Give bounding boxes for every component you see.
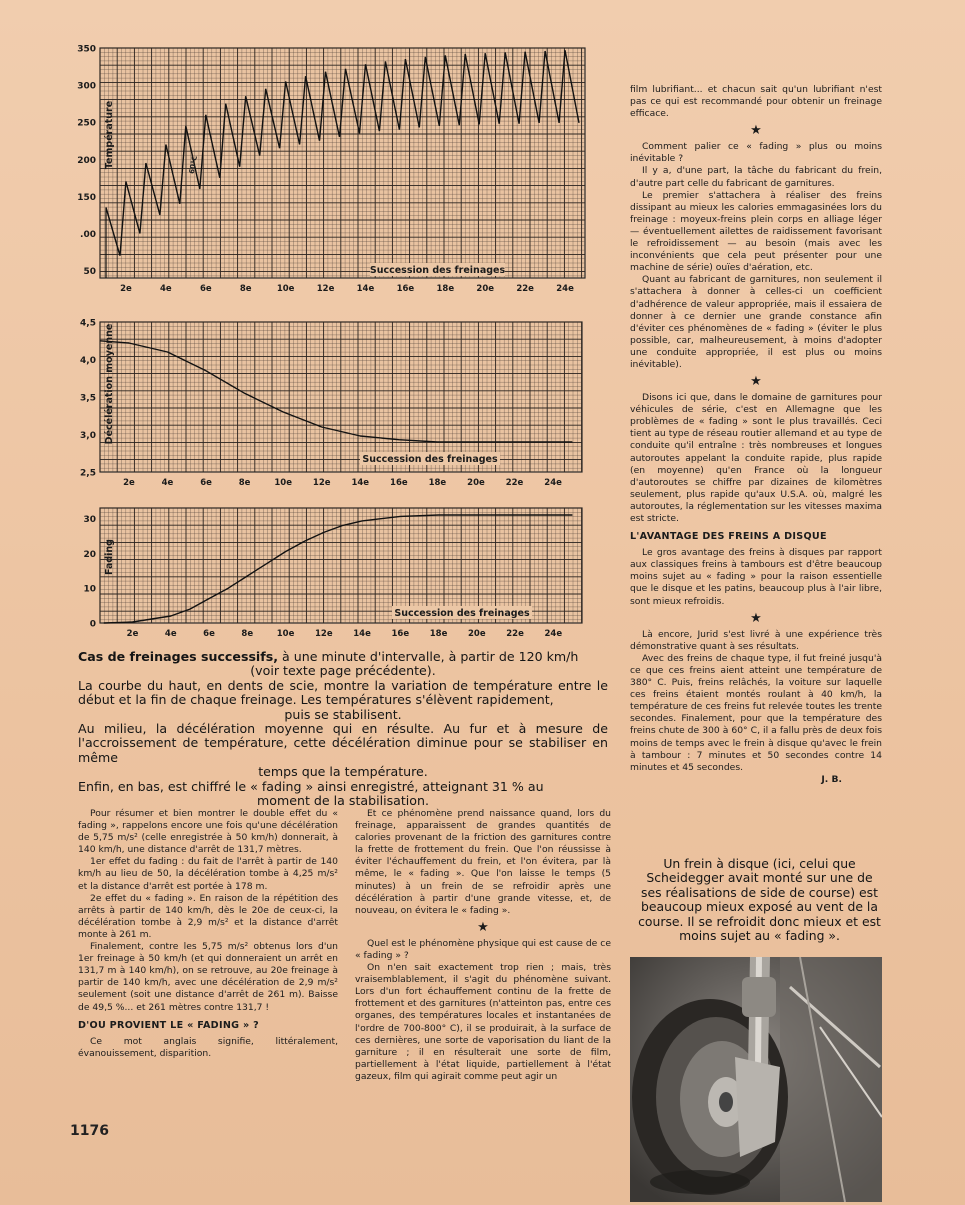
star-separator: ★ (750, 610, 762, 626)
x-tick-label: 22e (505, 478, 524, 488)
x-tick-label: 16e (390, 478, 408, 488)
y-tick-label: 3,0 (80, 431, 96, 441)
disc-brake-photo (630, 957, 882, 1202)
caption-p3: Au milieu, la décélération moyenne qui en résulte. Au fur et à mesure de l'accroissement de température, cette décélération diminue pour se stabiliser en même (78, 721, 608, 765)
y-tick-label: 50 (83, 267, 96, 278)
text-column-3 (630, 84, 882, 786)
x-tick-label: 4e (161, 478, 174, 488)
x-tick-label: 8e (238, 478, 251, 488)
x-tick-label: 12e (314, 629, 333, 639)
star-separator: ★ (750, 374, 762, 390)
caption-p2: La courbe du haut, en dents de scie, montre la variation de température entre le début et la fin de chaque freinage. Les températures s'élèvent rapidement, (78, 677, 608, 708)
y-axis-label: Décélération moyenne (104, 323, 115, 445)
caption-p4: Enfin, en bas, est chiffré le « fading » ainsi enregistré, atteignant 31 % au (78, 778, 544, 794)
star-separator: ★ (750, 123, 762, 139)
x-tick-label: 24e (544, 478, 562, 488)
col3-paragraph: Comment palier ce « fading » plus ou moins inévitable ? (630, 141, 882, 165)
y-tick-label: 0 (89, 619, 96, 630)
x-axis-label: Succession des freinages (369, 265, 506, 276)
col2-paragraph: Et ce phénomène prend naissance quand, lors du freinage, apparaissent de grandes quantités de calories provenant de la friction des garnitures contre la frette de frottement du frein. Que l'on réussisse à éviter l'échauffement du frein, et l'on évitera, par là même, le « fading ». Que l'on laisse le temps (5 minutes) à un frein de se refroidir après une décélération à partir d'une grande vitesse, et, de nouveau, on évitera le « fading ». (355, 808, 611, 916)
x-tick-label: 22e (516, 284, 534, 294)
y-tick-label: 30 (83, 514, 96, 525)
y-tick-label: 300 (77, 81, 96, 92)
x-axis-label: Succession des freinages (362, 454, 498, 465)
col3-paragraph: Le premier s'attachera à réaliser des freins dissipant au mieux les calories emmagasinées lors du freinage : moyeux-freins plein corps en alliage léger — éventuellement ailettes de raidissement favorisant le refroidissement — au besoin (mais avec les inconvénients que cela peut présenter pour une machine de série) ouïes d'aération, etc. (630, 189, 882, 274)
col2-paragraph: Quel est le phénomène physique qui est cause de ce « fading » ? (355, 937, 611, 961)
y-tick-label: 150 (77, 192, 96, 203)
annotation-label: 60°C (187, 154, 199, 175)
x-tick-label: 8e (239, 284, 252, 294)
x-axis-label: Succession des freinages (394, 608, 530, 619)
photo-caption: Un frein à disque (ici, celui que Scheidegger avait monté sur une de ses réalisations de side de course) est beaucoup mieux exposé au vent de la course. Il se refroidit donc mieux et est moins sujet au « fading ». (638, 856, 881, 944)
star-separator: ★ (477, 919, 489, 935)
col3-paragraph: film lubrifiant... et chacun sait qu'un lubrifiant n'est pas ce qui est recommandé pour obtenir un freinage efficace. (630, 84, 882, 120)
caption-line1: à une minute d'intervalle, à partir de 120 km/h (278, 649, 579, 664)
y-axis-label: Température (104, 100, 115, 170)
caption-line2: (voir texte page précédente). (250, 663, 436, 679)
x-tick-label: 6e (199, 284, 212, 294)
x-tick-label: 24e (544, 629, 563, 639)
y-tick-label: 2,5 (80, 468, 96, 479)
col1-paragraph: 2e effet du « fading ». En raison de la répétition des arrêts à partir de 140 km/h, dès le 20e de ceux-ci, la décélération tombe à 2,9 m/s² et la distance d'arrêt monte à 261 m. (78, 892, 338, 940)
x-tick-label: 20e (476, 284, 495, 294)
col3-paragraph: Le gros avantage des freins à disques par rapport aux classiques freins à tambours est d'être beaucoup moins sujet au « fading » pour la raison essentielle que le disque et les patins, beaucoup plus à l'air libre, sont mieux refroidis. (630, 547, 882, 607)
caption-p3b: temps que la température. (258, 764, 428, 780)
x-tick-label: 20e (467, 478, 485, 488)
col1-paragraph: 1er effet du fading : du fait de l'arrêt à partir de 140 km/h au lieu de 50, la décélération tombe à 4,25 m/s² et la distance d'arrêt est portée à 178 m. (78, 856, 338, 892)
x-tick-label: 6e (203, 629, 215, 639)
col3-paragraph: Là encore, Jurid s'est livré à une expérience très démonstrative quant à ses résultats. (630, 628, 882, 652)
y-tick-label: 10 (83, 584, 96, 595)
x-tick-label: 12e (316, 284, 335, 294)
x-tick-label: 10e (276, 284, 295, 294)
x-tick-label: 16e (391, 629, 410, 639)
x-tick-label: 24e (556, 284, 574, 294)
temperature-chart (70, 40, 590, 300)
fading-chart (70, 502, 590, 644)
col1-paragraph: Finalement, contre les 5,75 m/s² obtenus lors d'un 1er freinage à 50 km/h (et qui donneraient un arrêt en 131,7 m à 140 km/h), on se retrouve, au 20e freinage à partir de 140 km/h, avec une décélération de 2,9 m/s² seulement (soit une distance d'arrêt de 261 m). Baisse de 49,5 %... et 261 mètres contre 131,7 ! (78, 941, 338, 1013)
y-tick-label: 250 (77, 118, 96, 129)
x-tick-label: 14e (356, 284, 375, 294)
x-tick-label: 14e (353, 629, 371, 639)
col3-paragraph: Avec des freins de chaque type, il fut freiné jusqu'à ce que ces freins aient atteint une température de 380° C. Puis, freins relâchés, la voiture sur laquelle ces freins étaient montés roulant à 40 km/h, la température de ces freins fut relevée toutes les trente secondes. Finalement, pour que la température des freins chute de 300 à 60° C, il a fallu près de deux fois moins de temps avec le frein à disque qu'avec le frein à tambour : 7 minutes et 50 secondes contre 14 minutes et 45 secondes. (630, 652, 882, 773)
col1-heading: D'OU PROVIENT LE « FADING » ? (78, 1019, 259, 1031)
x-tick-label: 22e (506, 629, 524, 639)
x-tick-label: 18e (429, 629, 448, 639)
x-tick-label: 2e (120, 284, 132, 294)
col2-paragraph: On n'en sait exactement trop rien ; mais, très vraisemblablement, il s'agit du phénomène suivant. Lors d'un fort échauffement continu de la frette de frottement et des garnitures (n'atteinton pas, entre ces organes, des températures locales et instantanées de l'ordre de 700-800° C), il se produirait, à la surface de ces dernières, une sorte de vaporisation du liant de la garniture ; il en résulterait une sorte de film, partiellement à l'état liquide, partiellement à l'état gazeux, film qui agirait comme peut agir un (355, 962, 611, 1082)
text-column-2 (355, 808, 611, 1083)
x-tick-label: 6e (200, 478, 212, 488)
text-column-1 (78, 808, 338, 1060)
col3-heading: L'AVANTAGE DES FREINS A DISQUE (630, 531, 827, 543)
figure-caption (78, 650, 608, 808)
y-axis-label: Fading (104, 539, 115, 575)
x-tick-label: 10e (274, 478, 292, 488)
col3-paragraph: Il y a, d'une part, la tâche du fabricant du frein, d'autre part celle du fabricant de garnitures. (630, 165, 882, 189)
x-tick-label: 20e (468, 629, 486, 639)
x-tick-label: 10e (276, 629, 295, 639)
x-tick-label: 2e (126, 629, 139, 639)
y-tick-label: 20 (83, 549, 96, 560)
x-tick-label: 12e (312, 478, 331, 488)
y-tick-label: 4,5 (80, 318, 96, 329)
y-tick-label: 4,0 (80, 356, 96, 366)
col3-paragraph: Quant au fabricant de garnitures, non seulement il s'attachera à donner à celles-ci un coefficient d'adhérence de valeur appropriée, mais il essaiera de donner à ce dernier une grande constance afin d'éviter ces phénomènes de « fading » (éviter le plus possible, car, malheureusement, à moins d'adopter une conduite appropriée, il est plus ou moins inévitable). (630, 274, 882, 370)
y-tick-label: 3,5 (80, 393, 96, 404)
y-tick-label: 350 (77, 44, 96, 55)
x-tick-label: 14e (351, 478, 370, 488)
caption-p2b: puis se stabilisent. (284, 706, 402, 722)
x-tick-label: 18e (428, 478, 447, 488)
x-tick-label: 8e (241, 629, 254, 639)
col1-paragraph: Pour résumer et bien montrer le double effet du « fading », rappelons encore une fois qu'une décélération de 5,75 m/s² (celle enregistrée à 50 km/h) donnerait, à 140 km/h, une distance d'arrêt de 131,7 mètres. (78, 808, 338, 856)
signature: J. B. (821, 773, 842, 785)
col3-paragraph: Disons ici que, dans le domaine de garnitures pour véhicules de série, c'est en Allemagne que les problèmes de « fading » sont le plus travaillés. Ceci tient au type de réseau routier allemand et au type de conduite qu'il entraîne : très nombreuses et longues autoroutes appelant la conduite rapide, plus rapide (en moyenne) qu'en France où la longueur d'autoroutes se chiffre par dizaines de kilomètres seulement, plus rapide qu'aux U.S.A. où, malgré les autoroutes, la réglementation sur les vitesses maxima est stricte. (630, 392, 882, 524)
page-number: 1176 (70, 1123, 109, 1139)
x-tick-label: 2e (123, 478, 135, 488)
col1-paragraph: Ce mot anglais signifie, littéralement, évanouissement, disparition. (78, 1035, 338, 1059)
caption-lead: Cas de freinages successifs, (78, 649, 279, 664)
x-tick-label: 4e (160, 284, 172, 294)
caption-p4b: moment de la stabilisation. (257, 793, 429, 809)
y-tick-label: 200 (77, 155, 96, 166)
x-tick-label: 18e (436, 284, 455, 294)
x-tick-label: 4e (164, 629, 177, 639)
y-tick-label: .00 (80, 229, 96, 240)
deceleration-chart (70, 316, 590, 494)
x-tick-label: 16e (396, 284, 415, 294)
